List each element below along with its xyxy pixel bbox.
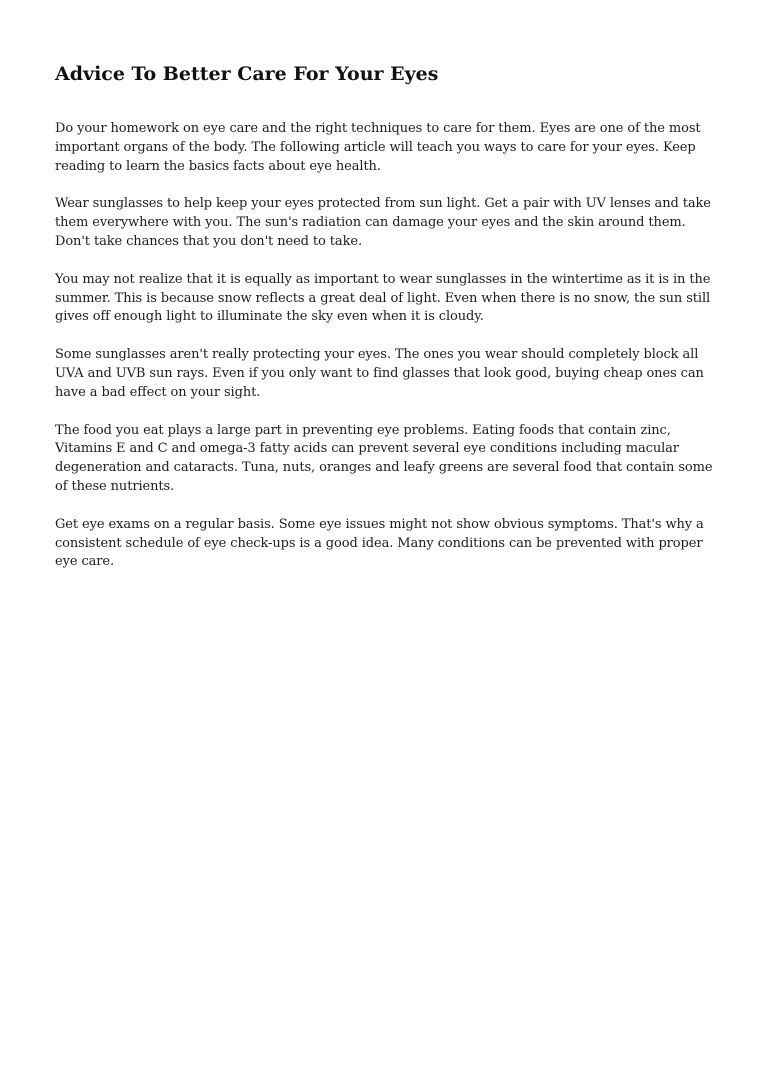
paragraph-sunglasses: Wear sunglasses to help keep your eyes protected from sun light. Get a pair with UV lenses and take them everywhere with you. The sun's radiation can damage your eyes and the skin around them. Don't take chances that you don't need to take. (55, 196, 711, 249)
paragraph-eye-exams: Get eye exams on a regular basis. Some eye issues might not show obvious symptoms. That's why a consistent schedule of eye check-ups is a good idea. Many conditions can be prevented with proper eye care. (55, 516, 704, 570)
paragraph-uv-protection: Some sunglasses aren't really protecting your eyes. The ones you wear should completely block all UVA and UVB sun rays. Even if you only want to find glasses that look good, buying cheap ones can have a bad effect on your sight. (55, 347, 704, 400)
paragraph-intro: Do your homework on eye care and the right techniques to care for them. Eyes are one of the most important organs of the body. The following article will teach you ways to care for your eyes. Keep reading to learn the basics facts about eye health. (55, 121, 701, 174)
document-title: Advice To Better Care For Your Eyes (55, 63, 439, 85)
paragraph-nutrition: The food you eat plays a large part in preventing eye problems. Eating foods that contain zinc, Vitamins E and C and omega-3 fatty acids can prevent several eye conditions including macular degeneration and cataracts. Tuna, nuts, oranges and leafy greens are several food that contain some of these nutrients. (55, 422, 713, 494)
paragraph-wintertime: You may not realize that it is equally as important to wear sunglasses in the wintertime as it is in the summer. This is because snow reflects a great deal of light. Even when there is no snow, the sun still gives off enough light to illuminate the sky even when it is cloudy. (55, 271, 711, 325)
